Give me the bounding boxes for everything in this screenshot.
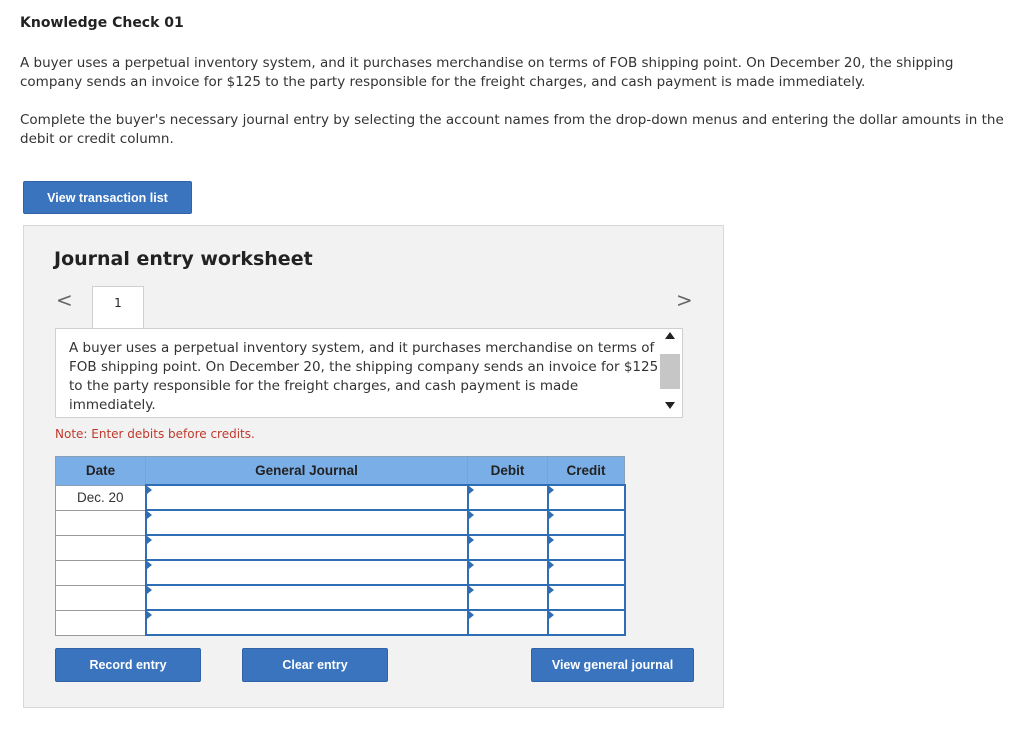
date-cell <box>56 535 146 560</box>
scroll-up-icon[interactable] <box>665 332 675 339</box>
debit-field[interactable] <box>469 611 547 634</box>
page-title: Knowledge Check 01 <box>20 15 184 31</box>
next-arrow-icon[interactable]: > <box>676 288 693 312</box>
account-select[interactable] <box>146 585 468 610</box>
credit-input[interactable] <box>548 585 625 610</box>
problem-statement: A buyer uses a perpetual inventory system, and it purchases merchandise on terms of FOB shipping point. On December 20, the shipping company sends an invoice for $125 to the party responsible for the freight charges, and cash payment is made immediately. <box>20 55 954 90</box>
tab-entry-1[interactable]: 1 <box>92 286 144 330</box>
note-text: Note: Enter debits before credits. <box>55 427 255 441</box>
clear-entry-button[interactable]: Clear entry <box>242 648 388 682</box>
credit-input[interactable] <box>548 610 625 635</box>
table-row <box>56 535 625 560</box>
credit-field[interactable] <box>549 611 624 634</box>
column-header-date: Date <box>56 457 146 486</box>
previous-arrow-icon[interactable]: < <box>56 288 73 312</box>
record-entry-button[interactable]: Record entry <box>55 648 201 682</box>
account-input[interactable] <box>147 611 467 634</box>
date-cell <box>56 610 146 635</box>
debit-field[interactable] <box>469 586 547 609</box>
instructions: Complete the buyer's necessary journal entry by selecting the account names from the drop-down menus and entering the dollar amounts in the debit or credit column. <box>20 112 1004 147</box>
journal-entry-worksheet-panel <box>23 225 724 708</box>
debit-input[interactable] <box>468 535 548 560</box>
description-scrollbar[interactable] <box>659 330 681 416</box>
credit-field[interactable] <box>549 511 624 534</box>
debit-input[interactable] <box>468 610 548 635</box>
account-input[interactable] <box>147 486 467 509</box>
debit-input[interactable] <box>468 485 548 510</box>
date-cell <box>56 560 146 585</box>
date-cell: Dec. 20 <box>56 485 146 510</box>
scroll-thumb[interactable] <box>660 354 680 389</box>
debit-field[interactable] <box>469 511 547 534</box>
credit-field[interactable] <box>549 486 624 509</box>
account-input[interactable] <box>147 536 467 559</box>
column-header-credit: Credit <box>548 457 625 486</box>
table-row <box>56 560 625 585</box>
table-row <box>56 610 625 635</box>
credit-input[interactable] <box>548 485 625 510</box>
account-input[interactable] <box>147 561 467 584</box>
credit-input[interactable] <box>548 535 625 560</box>
account-select[interactable] <box>146 510 468 535</box>
account-select[interactable] <box>146 535 468 560</box>
account-input[interactable] <box>147 511 467 534</box>
credit-field[interactable] <box>549 536 624 559</box>
debit-field[interactable] <box>469 561 547 584</box>
transaction-description: A buyer uses a perpetual inventory system, and it purchases merchandise on terms of FOB shipping point. On December 20, the shipping company sends an invoice for $125 to the party responsible for the freight charges, and cash payment is made immediately. <box>55 328 683 418</box>
table-row <box>56 585 625 610</box>
scroll-down-icon[interactable] <box>665 402 675 409</box>
date-cell <box>56 585 146 610</box>
view-general-journal-button[interactable]: View general journal <box>531 648 694 682</box>
account-select[interactable] <box>146 610 468 635</box>
debit-field[interactable] <box>469 536 547 559</box>
credit-field[interactable] <box>549 561 624 584</box>
table-row <box>56 510 625 535</box>
table-row <box>56 485 625 510</box>
view-transaction-list-button[interactable]: View transaction list <box>23 181 192 214</box>
date-cell <box>56 510 146 535</box>
debit-input[interactable] <box>468 585 548 610</box>
credit-input[interactable] <box>548 510 625 535</box>
column-header-general-journal: General Journal <box>146 457 468 486</box>
account-select[interactable] <box>146 485 468 510</box>
worksheet-title: Journal entry worksheet <box>54 248 313 270</box>
debit-field[interactable] <box>469 486 547 509</box>
debit-input[interactable] <box>468 510 548 535</box>
column-header-debit: Debit <box>468 457 548 486</box>
credit-input[interactable] <box>548 560 625 585</box>
journal-table <box>55 456 626 636</box>
debit-input[interactable] <box>468 560 548 585</box>
account-input[interactable] <box>147 586 467 609</box>
account-select[interactable] <box>146 560 468 585</box>
credit-field[interactable] <box>549 586 624 609</box>
